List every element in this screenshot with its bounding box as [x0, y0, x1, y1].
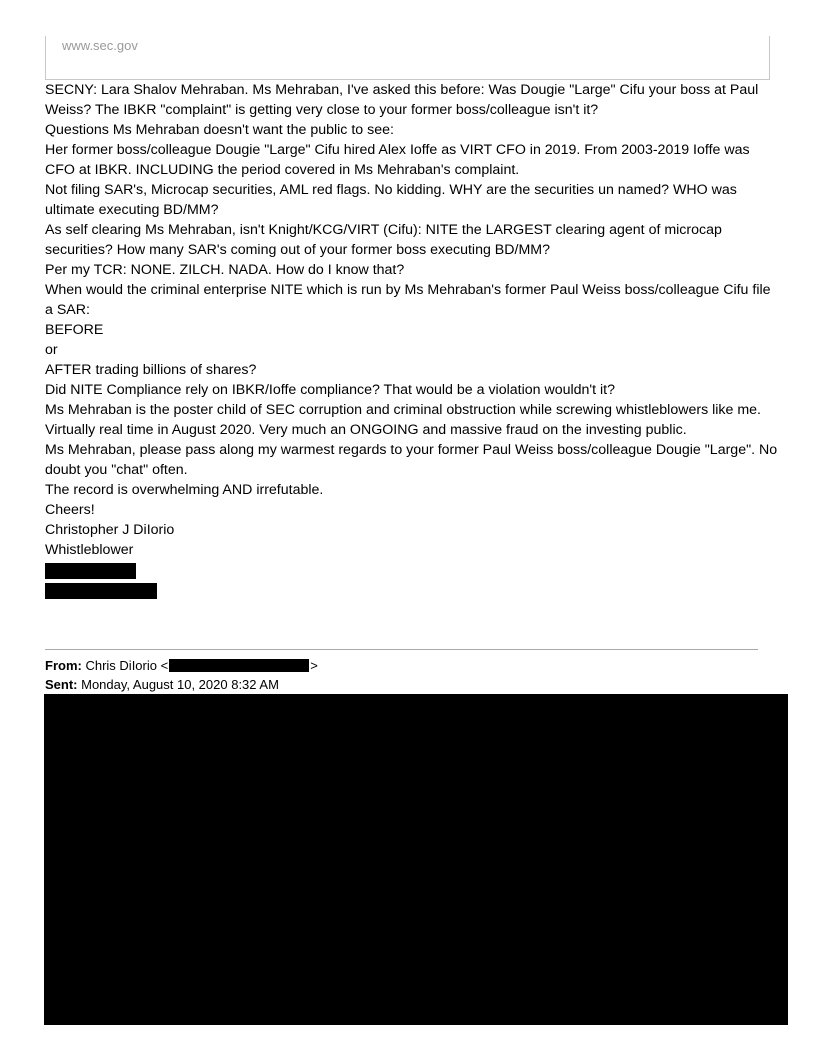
url-box: [45, 36, 770, 80]
body-line: AFTER trading billions of shares?: [45, 362, 257, 378]
redacted-message-body: [44, 694, 788, 1025]
signature-title: Whistleblower: [45, 542, 134, 558]
body-line: Cheers!: [45, 502, 95, 518]
redaction-block: [45, 583, 157, 599]
url-text[interactable]: www.sec.gov: [62, 38, 138, 53]
from-close: >: [310, 658, 318, 673]
body-line: As self clearing Ms Mehraban, isn't Knight/KCG/VIRT (Cifu): NITE the LARGEST clearing agent of microcap securities? How many SAR's coming out of your former boss executing BD/MM?: [45, 222, 722, 258]
from-line: [45, 658, 318, 674]
email-body: [45, 80, 780, 560]
sent-line: [45, 677, 279, 693]
body-line: Per my TCR: NONE. ZILCH. NADA. How do I know that?: [45, 262, 405, 278]
body-line: or: [45, 342, 58, 358]
body-line: The record is overwhelming AND irrefutable.: [45, 482, 324, 498]
sent-value: Monday, August 10, 2020 8:32 AM: [81, 677, 279, 692]
email-redaction: [169, 659, 309, 672]
body-line: When would the criminal enterprise NITE which is run by Ms Mehraban's former Paul Weiss boss/colleague Cifu file a SAR:: [45, 282, 771, 318]
body-line: Questions Ms Mehraban doesn't want the public to see:: [45, 122, 394, 138]
body-line: Ms Mehraban, please pass along my warmest regards to your former Paul Weiss boss/colleague Dougie "Large". No doubt you "chat" often.: [45, 442, 778, 478]
from-name: Chris DiIorio <: [85, 658, 169, 673]
redaction-block: [45, 563, 136, 579]
body-line: Not filing SAR's, Microcap securities, AML red flags. No kidding. WHY are the securities un named? WHO was ultimate executing BD/MM?: [45, 182, 737, 218]
from-label: From:: [45, 658, 82, 673]
header-divider: [45, 649, 758, 650]
body-line: Her former boss/colleague Dougie "Large" Cifu hired Alex Ioffe as VIRT CFO in 2019. From 2003-2019 Ioffe was CFO at IBKR. INCLUDING the period covered in Ms Mehraban's complaint.: [45, 142, 750, 178]
body-line: Did NITE Compliance rely on IBKR/Ioffe compliance? That would be a violation wouldn't it?: [45, 382, 615, 398]
sent-label: Sent:: [45, 677, 78, 692]
body-line: BEFORE: [45, 322, 104, 338]
body-line: Ms Mehraban is the poster child of SEC corruption and criminal obstruction while screwing whistleblowers like me. Virtually real time in August 2020. Very much an ONGOING and massive fraud on the investing public.: [45, 402, 761, 438]
body-line: SECNY: Lara Shalov Mehraban. Ms Mehraban, I've asked this before: Was Dougie "Large" Cifu your boss at Paul Weiss? The IBKR "complaint" is getting very close to your former boss/colleague isn't it?: [45, 82, 759, 118]
signature-name: Christopher J DiIorio: [45, 522, 175, 538]
